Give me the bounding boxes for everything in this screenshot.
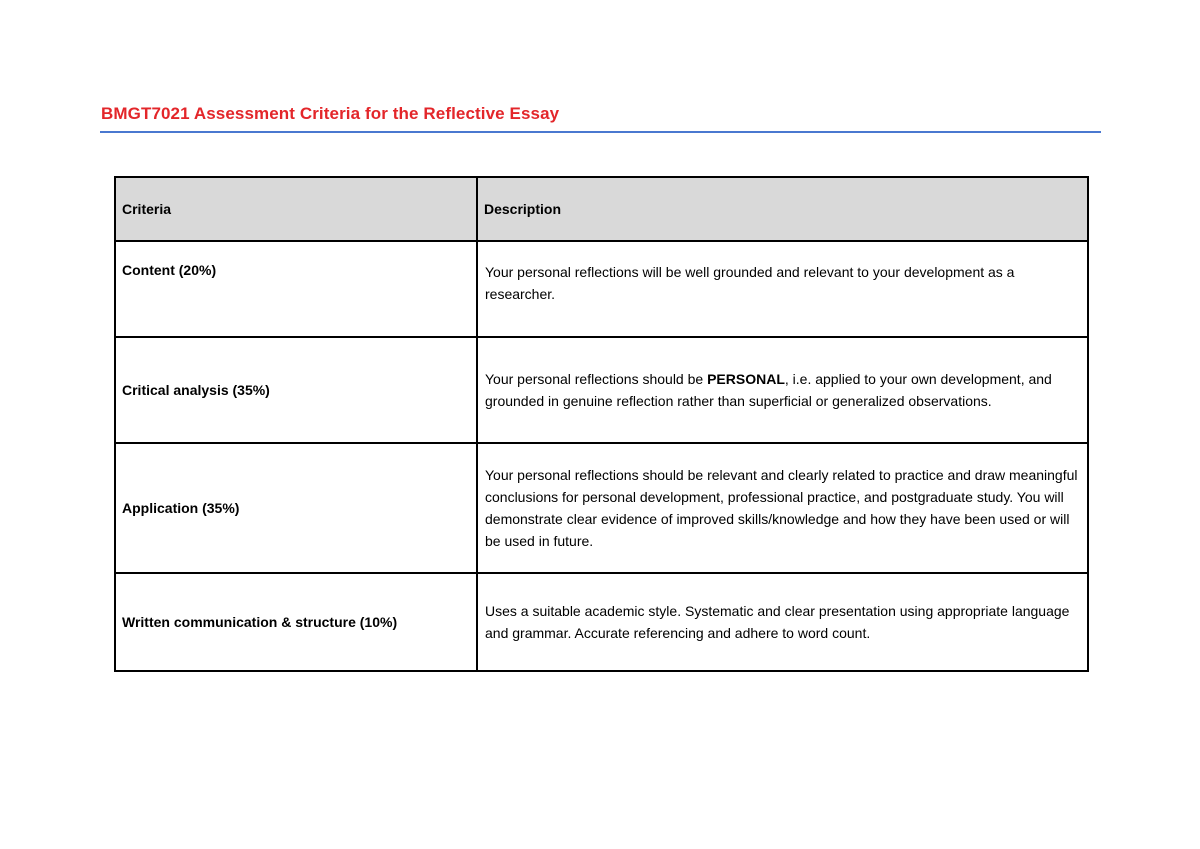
- header-criteria: Criteria: [115, 177, 477, 241]
- description-text: , i.e. applied to your own development, and grounded in genuine reflection rather than superficial or generalized observations.: [485, 371, 1052, 409]
- criteria-table: [114, 176, 1089, 672]
- criteria-cell: Written communication & structure (10%): [115, 573, 477, 671]
- criteria-cell: Application (35%): [115, 443, 477, 573]
- description-cell: Your personal reflections will be well grounded and relevant to your development as a researcher.: [477, 241, 1088, 337]
- description-text: Your personal reflections should be: [485, 371, 708, 387]
- description-cell: Uses a suitable academic style. Systematic and clear presentation using appropriate language and grammar. Accurate referencing and adhere to word count.: [477, 573, 1088, 671]
- table-header-row: [115, 177, 1088, 241]
- table-row: [115, 241, 1088, 337]
- title-underline: [100, 131, 1101, 133]
- criteria-cell: Critical analysis (35%): [115, 337, 477, 443]
- description-cell: [477, 337, 1088, 443]
- description-emphasis: PERSONAL: [707, 371, 785, 387]
- document-title: BMGT7021 Assessment Criteria for the Reflective Essay: [101, 104, 560, 123]
- table-row: [115, 573, 1088, 671]
- table-row: [115, 443, 1088, 573]
- description-cell: Your personal reflections should be relevant and clearly related to practice and draw meaningful conclusions for personal development, professional practice, and postgraduate study. You will demonstrate clear evidence of improved skills/knowledge and how they have been used or will be used in future.: [477, 443, 1088, 573]
- table-row: [115, 337, 1088, 443]
- header-description: Description: [477, 177, 1088, 241]
- criteria-cell: Content (20%): [115, 241, 477, 337]
